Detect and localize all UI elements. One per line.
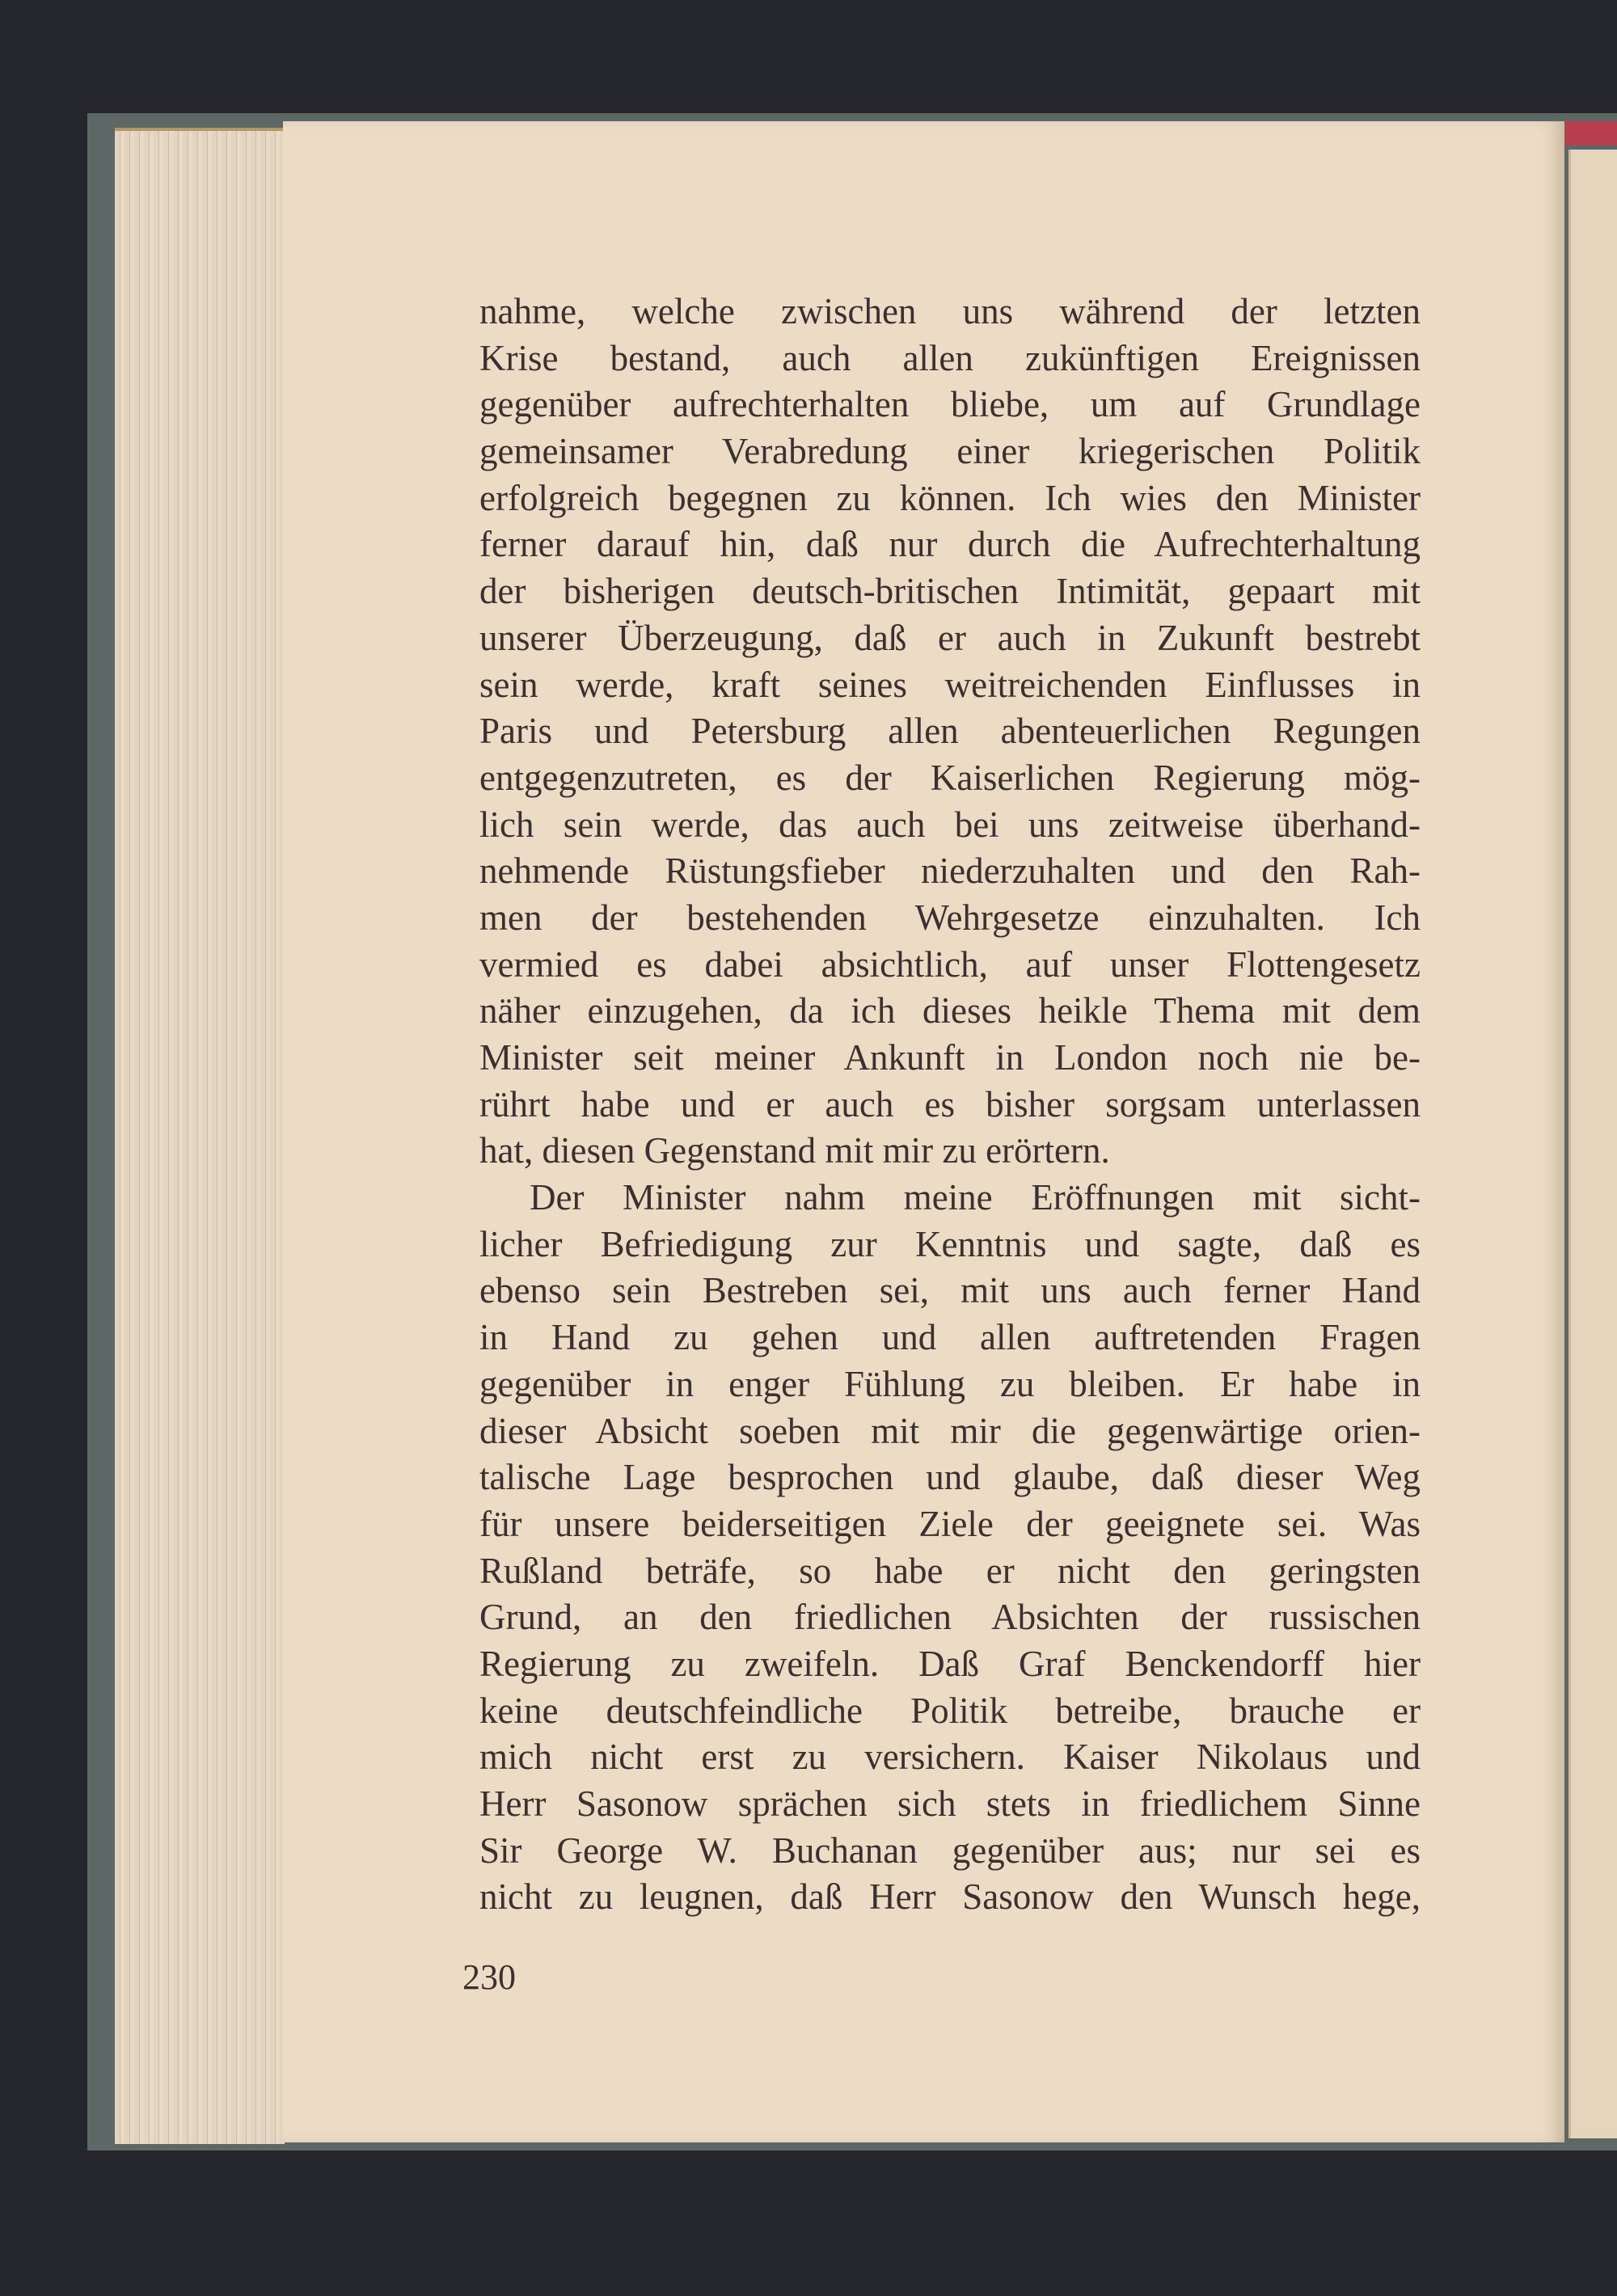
text-line: Regierung zu zweifeln. Daß Graf Benckendorff hier	[479, 1643, 1421, 1684]
page-number: 230	[462, 1957, 516, 1997]
text-line: men der bestehenden Wehrgesetze einzuhalten. Ich	[479, 897, 1421, 938]
text-line: der bisherigen deutsch-britischen Intimität, gepaart mit	[479, 571, 1421, 612]
text-line: talische Lage besprochen und glaube, daß dieser Weg	[479, 1457, 1421, 1498]
body-text	[479, 289, 1421, 1921]
text-line: lich sein werde, das auch bei uns zeitweise überhand-	[479, 804, 1421, 845]
text-line: licher Befriedigung zur Kenntnis und sagte, daß es	[479, 1223, 1421, 1264]
text-line: nahme, welche zwischen uns während der letzten	[479, 291, 1421, 331]
text-line: ferner darauf hin, daß nur durch die Aufrechterhaltung	[479, 524, 1421, 565]
text-line: gemeinsamer Verabredung einer kriegerischen Politik	[479, 431, 1421, 472]
text-line: sein werde, kraft seines weitreichenden Einflusses in	[479, 664, 1421, 705]
text-line: unserer Überzeugung, daß er auch in Zukunft bestrebt	[479, 617, 1421, 658]
text-line: entgegenzutreten, es der Kaiserlichen Regierung mög-	[479, 757, 1421, 798]
page-edges	[115, 128, 285, 2144]
text-line: Grund, an den friedlichen Absichten der russischen	[479, 1597, 1421, 1638]
text-line: Paris und Petersburg allen abenteuerlichen Regungen	[479, 711, 1421, 752]
text-line: gegenüber aufrechterhalten bliebe, um auf Grundlage	[479, 384, 1421, 425]
text-line: nehmende Rüstungsfieber niederzuhalten und den Rah-	[479, 850, 1421, 892]
text-line: in Hand zu gehen und allen auftretenden Fragen	[479, 1317, 1421, 1358]
text-line: keine deutschfeindliche Politik betreibe, brauche er	[479, 1690, 1421, 1731]
text-line: Der Minister nahm meine Eröffnungen mit sicht-	[530, 1177, 1421, 1218]
text-line: mich nicht erst zu versichern. Kaiser Nikolaus und	[479, 1737, 1421, 1778]
text-line: gegenüber in enger Fühlung zu bleiben. Er habe in	[479, 1363, 1421, 1404]
text-line: rührt habe und er auch es bisher sorgsam unterlassen	[479, 1083, 1421, 1125]
text-line: Sir George W. Buchanan gegenüber aus; nur sei es	[479, 1830, 1421, 1871]
text-line: näher einzugehen, da ich dieses heikle Thema mit dem	[479, 990, 1421, 1032]
text-line: Herr Sasonow sprächen sich stets in friedlichem Sinne	[479, 1783, 1421, 1824]
text-line: vermied es dabei absichtlich, auf unser Flottengesetz	[479, 943, 1421, 985]
text-line: Krise bestand, auch allen zukünftigen Ereignissen	[479, 337, 1421, 378]
text-line: Minister seit meiner Ankunft in London noch nie be-	[479, 1037, 1421, 1078]
text-line: ebenso sein Bestreben sei, mit uns auch ferner Hand	[479, 1270, 1421, 1311]
facing-page	[1568, 150, 1617, 2138]
text-line: nicht zu leugnen, daß Herr Sasonow den Wunsch hege,	[479, 1876, 1421, 1918]
text-line: Rußland beträfe, so habe er nicht den geringsten	[479, 1550, 1421, 1591]
text-line: erfolgreich begegnen zu können. Ich wies den Minister	[479, 477, 1421, 518]
text-line: für unsere beiderseitigen Ziele der geeignete sei. Was	[479, 1503, 1421, 1544]
text-line: hat, diesen Gegenstand mit mir zu erörtern.	[479, 1130, 1110, 1171]
text-line: dieser Absicht soeben mit mir die gegenwärtige orien-	[479, 1410, 1421, 1451]
